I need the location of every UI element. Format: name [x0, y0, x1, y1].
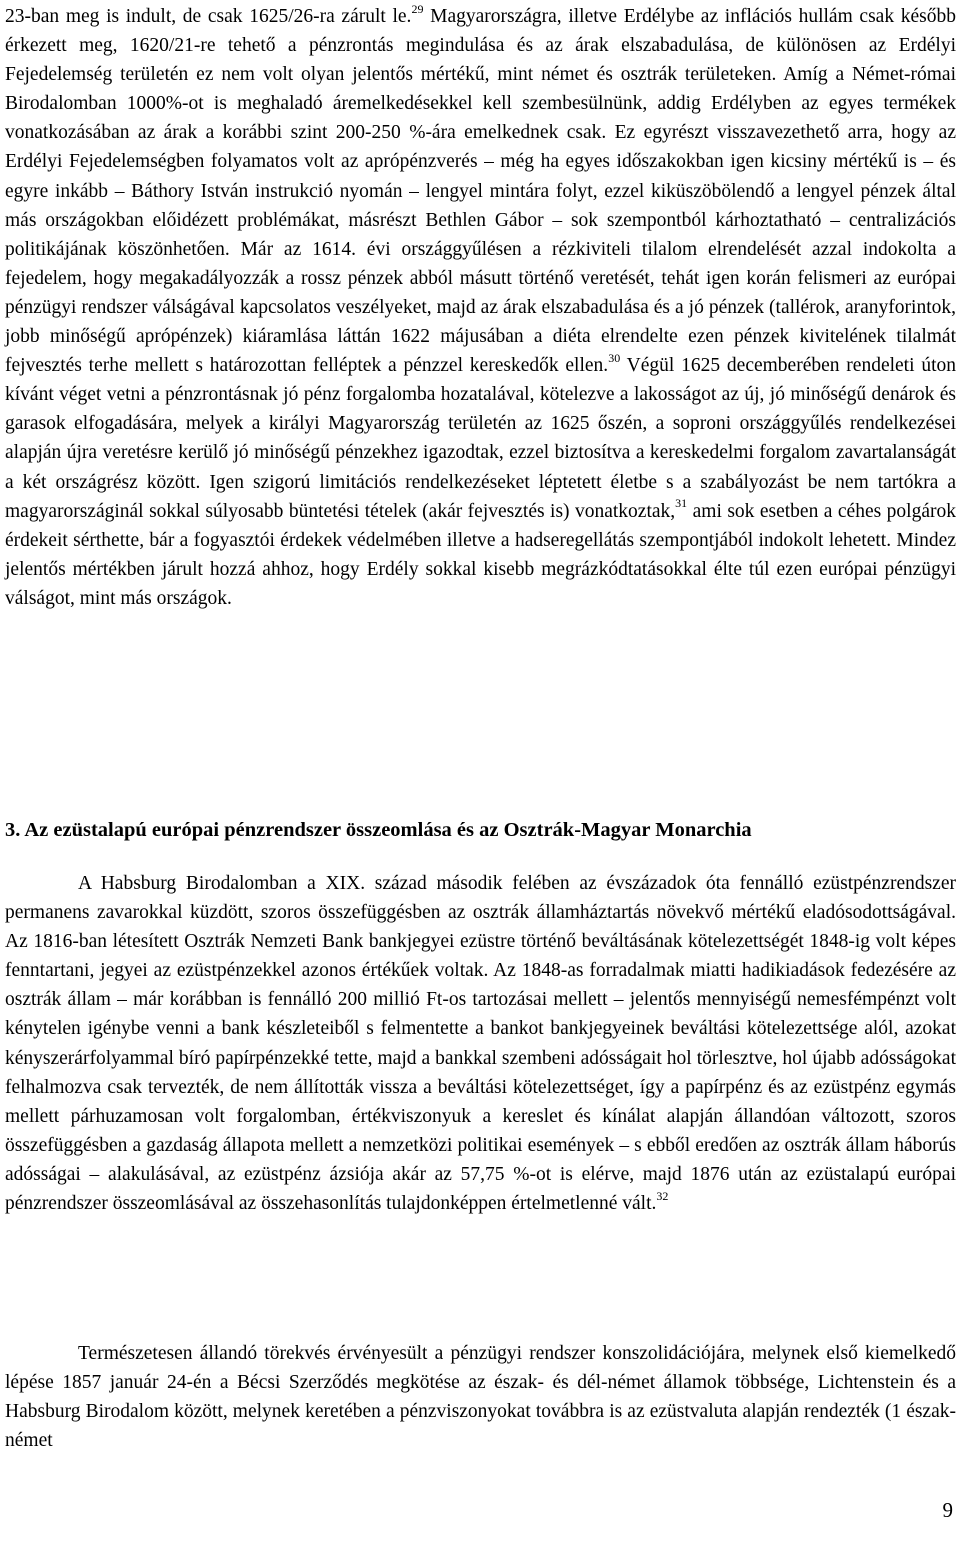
section-heading: 3. Az ezüstalapú európai pénzrendszer összeomlása és az Osztrák-Magyar Monarchia	[5, 819, 752, 841]
paragraph-text: A Habsburg Birodalomban a XIX. század második felében az évszázadok óta fennálló ezüstpénzrendszer permanens zavarokkal küzdött, szoros összefüggésben az osztrák államháztartás növekvő mértékű eladósodottságával. Az 1816-ban létesített Osztrák Nemzeti Bank bankjegyei ezüstre történő beváltásának kötelezettségét 1848-ig volt képes fenntartani, jegyei az ezüstpénzekkel azonos értékűek voltak. Az 1848-as forradalmak miatti hadikiadások fedezésére az osztrák állam – már korábban is fennálló 200 millió Ft-os tartozásai mellett – jelentős mennyiségű nemesfémpénzt volt kénytelen igénybe venni a bank készleteiből s felmentette a bankot bankjegyeinek beváltási kötelezettsége alól, azokat kényszerárfolyammal bíró papírpénzekké tette, majd a bankkal szembeni adósságait hol törlesztve, hol újabb adósságokat felhalmozva csak tervezték, de nem állították vissza a beváltási kötelezettséget, így a papírpénz és az ezüstpénz egymás mellett párhuzamosan volt forgalomban, értékviszonyuk a kereslet és kínálat alapján állandóan változott, szoros összefüggésben a gazdaság állapota mellett a nemzetközi politikai események – s ebből eredően az osztrák állam háborús adósságai – alakulásával, az ezüstpénz ázsiója akár az 57,75 %-ot is elérve, majd 1876 után az ezüstalapú európai pénzrendszer összeomlásával az összehasonlítás tulajdonképpen értelmetlenné vált.	[5, 873, 956, 1215]
footnote-marker[interactable]: 31	[675, 496, 688, 511]
paragraph-text: 23-ban meg is indult, de csak 1625/26-ra zárult le.	[5, 6, 412, 27]
page-number: 9	[942, 1498, 953, 1522]
body-paragraph	[5, 2, 956, 613]
paragraph-text: Végül 1625 decemberében rendeleti úton kívánt véget vetni a pénzrontásnak jó pénz forgalomba hozatalával, kötelezve a lakosságot az új, jó minőségű denárok és garasok elfogadására, melyek a királyi Magyarország területén az 1625 őszén, a soproni országgyűlés rendelkezései alapján újra veretésre kerülő jó minőségű pénzekhez igazodtak, ezzel biztosítva a kereskedelmi forgalom zavartalanságát a két országrész között. Igen szigorú limitációs rendelkezéseket léptetett életbe s a szabályozást be nem tartókra a magyarországinál sokkal súlyosabb büntetési tételek (akár fejvesztés is) vonatkoztak,	[5, 355, 956, 522]
body-paragraph	[5, 1339, 956, 1455]
paragraph-text: Természetesen állandó törekvés érvényesült a pénzügyi rendszer konszolidációjára, melynek első kiemelkedő lépése 1857 január 24-én a Bécsi Szerződés megkötése az észak- és dél-német államok többsége, Lichtenstein és a Habsburg Birodalom között, melynek keretében a pénzviszonyokat továbbra is az ezüstvaluta alapján rendezték (1 észak-német	[5, 1343, 956, 1452]
paragraph-text: Magyarországra, illetve Erdélybe az inflációs hullám csak később érkezett meg, 1620/21-re tehető a pénzrontás megindulása és az árak elszabadulása, de különösen az Erdélyi Fejedelemség területén ez nem volt olyan jelentős mértékű, mint német és osztrák területeken. Amíg a Német-római Birodalomban 1000%-ot is meghaladó áremelkedésekkel kell szembesülnünk, addig Erdélyben az egyes termékek vonatkozásában az árak a korábbi szint 200-250 %-ára emelkednek csak. Ez egyrészt visszavezethető arra, hogy az Erdélyi Fejedelemségben folyamatos volt az aprópénzverés – még ha egyes időszakokban igen kicsiny mértékű is – és egyre inkább – Báthory István instrukció nyomán – lengyel mintára folyt, ezzel kiküszöbölendő a lengyel pénzek által más országokban előidézett problémákat, másrészt Bethlen Gábor – sok szempontból kárhoztatható – centralizációs politikájának köszönhetően. Már az 1614. évi országgyűlésen a rézkiviteli tilalom elrendelését azzal indokolta a fejedelem, hogy megakadályozzák a rossz pénzek abból másutt történő veretését, tehát igen korán felismeri az európai pénzügyi rendszer válságával kapcsolatos veszélyeket, majd az árak elszabadulása és a jó pénzek (tallérok, aranyforintok, jobb minőségű aprópénzek) kiáramlása láttán 1622 májusában a diéta elrendelte ezen pénzek kivitelének tilalmát fejvesztés terhe mellett s határozottan felléptek a pénzzel kereskedők ellen.	[5, 6, 956, 377]
footnote-marker[interactable]: 30	[608, 350, 621, 365]
footnote-marker[interactable]: 29	[411, 1, 424, 16]
body-paragraph	[5, 869, 956, 1218]
paragraph-text: ami sok esetben a céhes polgárok érdekeit sérthette, bár a fogyasztói érdekek védelmében illetve a hadseregellátás szempontjából indokolt lehetett. Mindez jelentős mértékben járult hozzá ahhoz, hogy Erdély sokkal kisebb megrázkódtatásokkal élte túl ezen európai pénzügyi válságot, mint más országok.	[5, 500, 956, 609]
footnote-marker[interactable]: 32	[656, 1188, 669, 1203]
